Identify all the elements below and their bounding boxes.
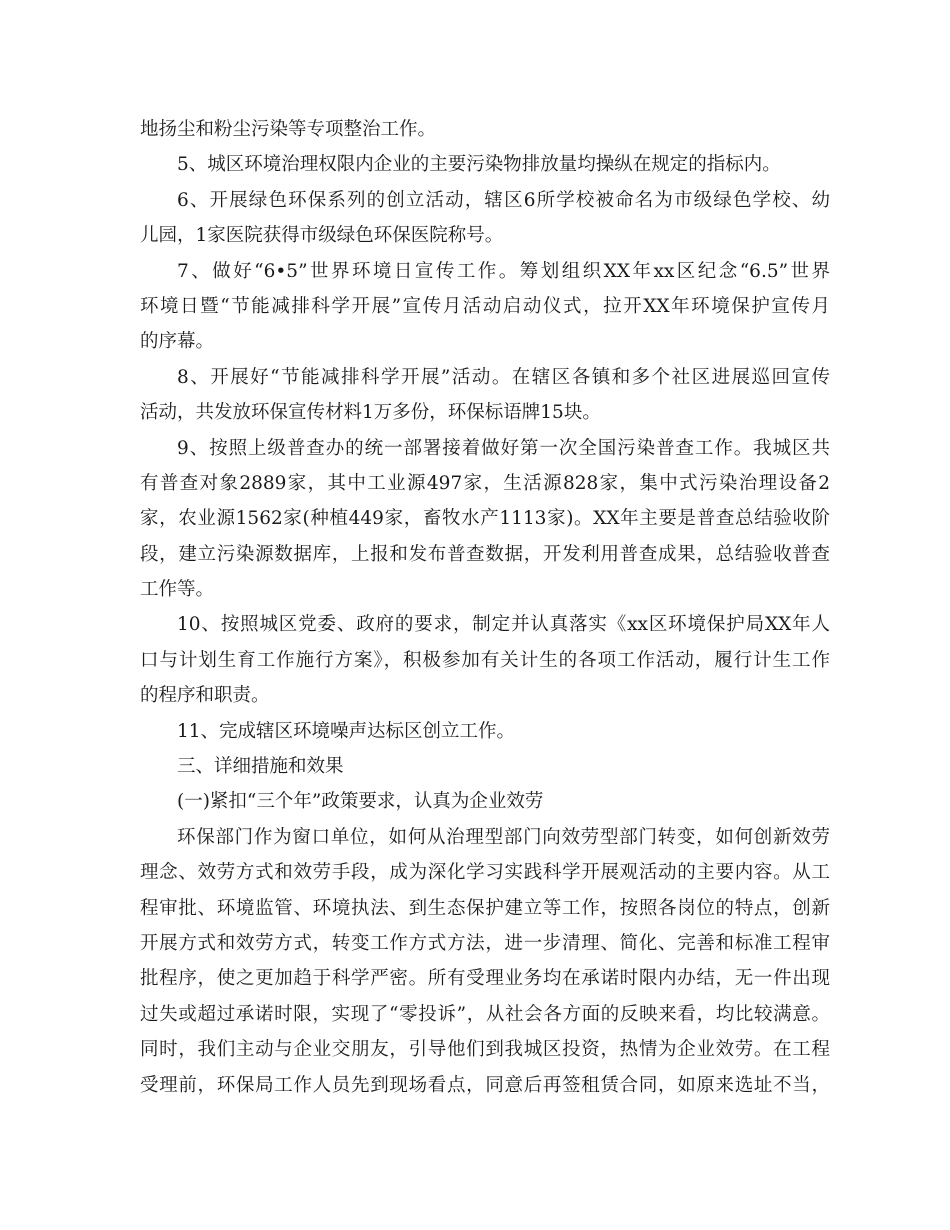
text-line: 的程序和职责。 [140,685,270,707]
text-line: 活动，共发放环保宣传材料1万多份，环保标语牌15块。 [140,402,601,424]
text-line: 7、做好“6•5”世界环境日宣传工作。筹划组织XX年xx区纪念“6.5”世界 [177,260,830,282]
document-body [140,112,830,1103]
text-line: 工作等。 [140,579,215,601]
text-line: 受理前，环保局工作人员先到现场看点，同意后再签租赁合同，如原来选址不当， [140,1074,830,1096]
text-line: 5、城区环境治理权限内企业的主要污染物排放量均操纵在规定的指标内。 [177,154,781,176]
text-line: 口与计划生育工作施行方案》，积极参加有关计生的各项工作活动，履行计生工作 [140,649,830,671]
text-line: 的序幕。 [140,331,215,353]
text-line: 三、详细措施和效果 [177,756,344,778]
text-line: 段，建立污染源数据库，上报和发布普查数据，开发利用普查成果，总结验收普查 [140,543,830,565]
text-line: 6、开展绿色环保系列的创立活动，辖区6所学校被命名为市级绿色学校、幼 [177,189,830,211]
text-line: (一)紧扣“三个年”政策要求，认真为企业效劳 [177,791,544,813]
text-line: 11、完成辖区环境噪声达标区创立工作。 [177,720,516,742]
text-line: 有普查对象2889家，其中工业源497家，生活源828家，集中式污染治理设备2 [140,472,830,494]
text-line: 过失或超过承诺时限，实现了“零投诉”，从社会各方面的反映来看，均比较满意。 [140,1003,830,1025]
text-line: 儿园，1家医院获得市级绿色环保医院称号。 [140,225,504,247]
text-line: 8、开展好“节能减排科学开展”活动。在辖区各镇和多个社区进展巡回宣传 [177,366,830,388]
text-line: 家，农业源1562家(种植449家，畜牧水产1113家)。XX年主要是普查总结验收阶 [140,508,830,530]
text-line: 批程序，使之更加趋于科学严密。所有受理业务均在承诺时限内办结，无一件出现 [140,968,830,990]
text-line: 10、按照城区党委、政府的要求，制定并认真落实《xx区环境保护局XX年人 [177,614,830,636]
text-line: 环保部门作为窗口单位，如何从治理型部门向效劳型部门转变，如何创新效劳 [177,826,830,848]
text-line: 9、按照上级普查办的统一部署接着做好第一次全国污染普查工作。我城区共 [177,437,830,459]
text-line: 理念、效劳方式和效劳手段，成为深化学习实践科学开展观活动的主要内容。从工 [140,862,830,884]
text-line: 环境日暨“节能减排科学开展”宣传月活动启动仪式，拉开XX年环境保护宣传月 [140,295,830,317]
text-line: 地扬尘和粉尘污染等专项整治工作。 [140,119,437,140]
text-line: 程审批、环境监管、环境执法、到生态保护建立等工作，按照各岗位的特点，创新 [140,897,830,919]
text-line: 开展方式和效劳方式，转变工作方式方法，进一步清理、简化、完善和标准工程审 [140,932,830,954]
text-line: 同时，我们主动与企业交朋友，引导他们到我城区投资，热情为企业效劳。在工程 [140,1039,830,1061]
